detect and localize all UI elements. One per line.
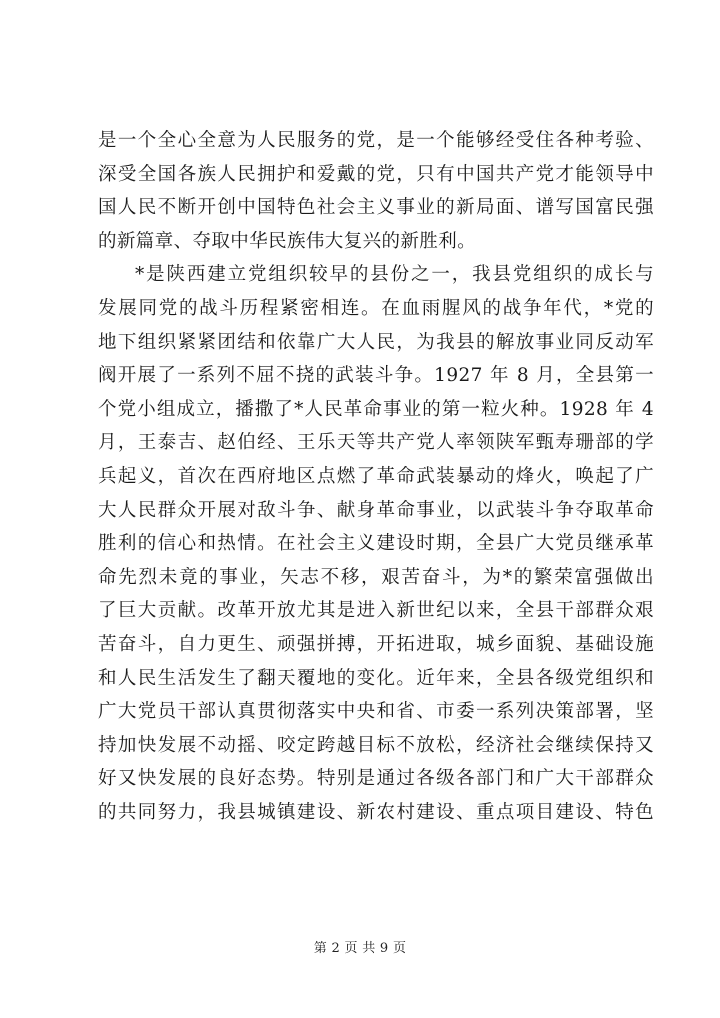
text-line: 阀开展了一系列不屈不挠的武装斗争。1927 年 8 月，全县第一 (98, 365, 654, 387)
text-line: 国人民不断开创中国特色社会主义事业的新局面、谱写国富民强 (98, 197, 654, 219)
text-line: 好又快发展的良好态势。特别是通过各级各部门和广大干部群众 (98, 768, 654, 790)
text-line: 月，王泰吉、赵伯经、王乐天等共产党人率领陕军甄寿珊部的学 (98, 432, 654, 454)
text-line: 命先烈未竟的事业，矢志不移，艰苦奋斗，为*的繁荣富强做出 (98, 566, 654, 588)
text-line: 个党小组成立，播撒了*人民革命事业的第一粒火种。1928 年 4 (98, 398, 654, 420)
document-body (98, 124, 654, 829)
text-line: 兵起义，首次在西府地区点燃了革命武装暴动的烽火，唤起了广 (98, 465, 654, 487)
text-line: 的共同努力，我县城镇建设、新农村建设、重点项目建设、特色 (98, 801, 654, 823)
text-line: 大人民群众开展对敌斗争、献身革命事业，以武装斗争夺取革命 (98, 499, 654, 521)
text-line: 是一个全心全意为人民服务的党，是一个能够经受住各种考验、 (98, 130, 654, 151)
text-line: 了巨大贡献。改革开放尤其是进入新世纪以来，全县干部群众艰 (98, 600, 654, 622)
text-line: 持加快发展不动摇、咬定跨越目标不放松，经济社会继续保持又 (98, 734, 654, 756)
page-footer: 第 2 页 共 9 页 (313, 941, 407, 956)
text-line: 发展同党的战斗历程紧密相连。在血雨腥风的战争年代，*党的 (98, 297, 654, 319)
text-line: 深受全国各族人民拥护和爱戴的党，只有中国共产党才能领导中 (98, 163, 654, 185)
text-line: 和人民生活发生了翻天覆地的变化。近年来，全县各级党组织和 (98, 667, 654, 689)
text-line: 广大党员干部认真贯彻落实中央和省、市委一系列决策部署，坚 (98, 701, 654, 723)
text-line: *是陕西建立党组织较早的县份之一，我县党组织的成长与 (135, 264, 654, 286)
text-line: 胜利的信心和热情。在社会主义建设时期，全县广大党员继承革 (98, 533, 654, 555)
text-line: 的新篇章、夺取中华民族伟大复兴的新胜利。 (98, 230, 477, 252)
text-line: 地下组织紧紧团结和依靠广大人民，为我县的解放事业同反动军 (98, 331, 654, 353)
text-line: 苦奋斗，自力更生、顽强拼搏，开拓进取，城乡面貌、基础设施 (98, 633, 654, 655)
